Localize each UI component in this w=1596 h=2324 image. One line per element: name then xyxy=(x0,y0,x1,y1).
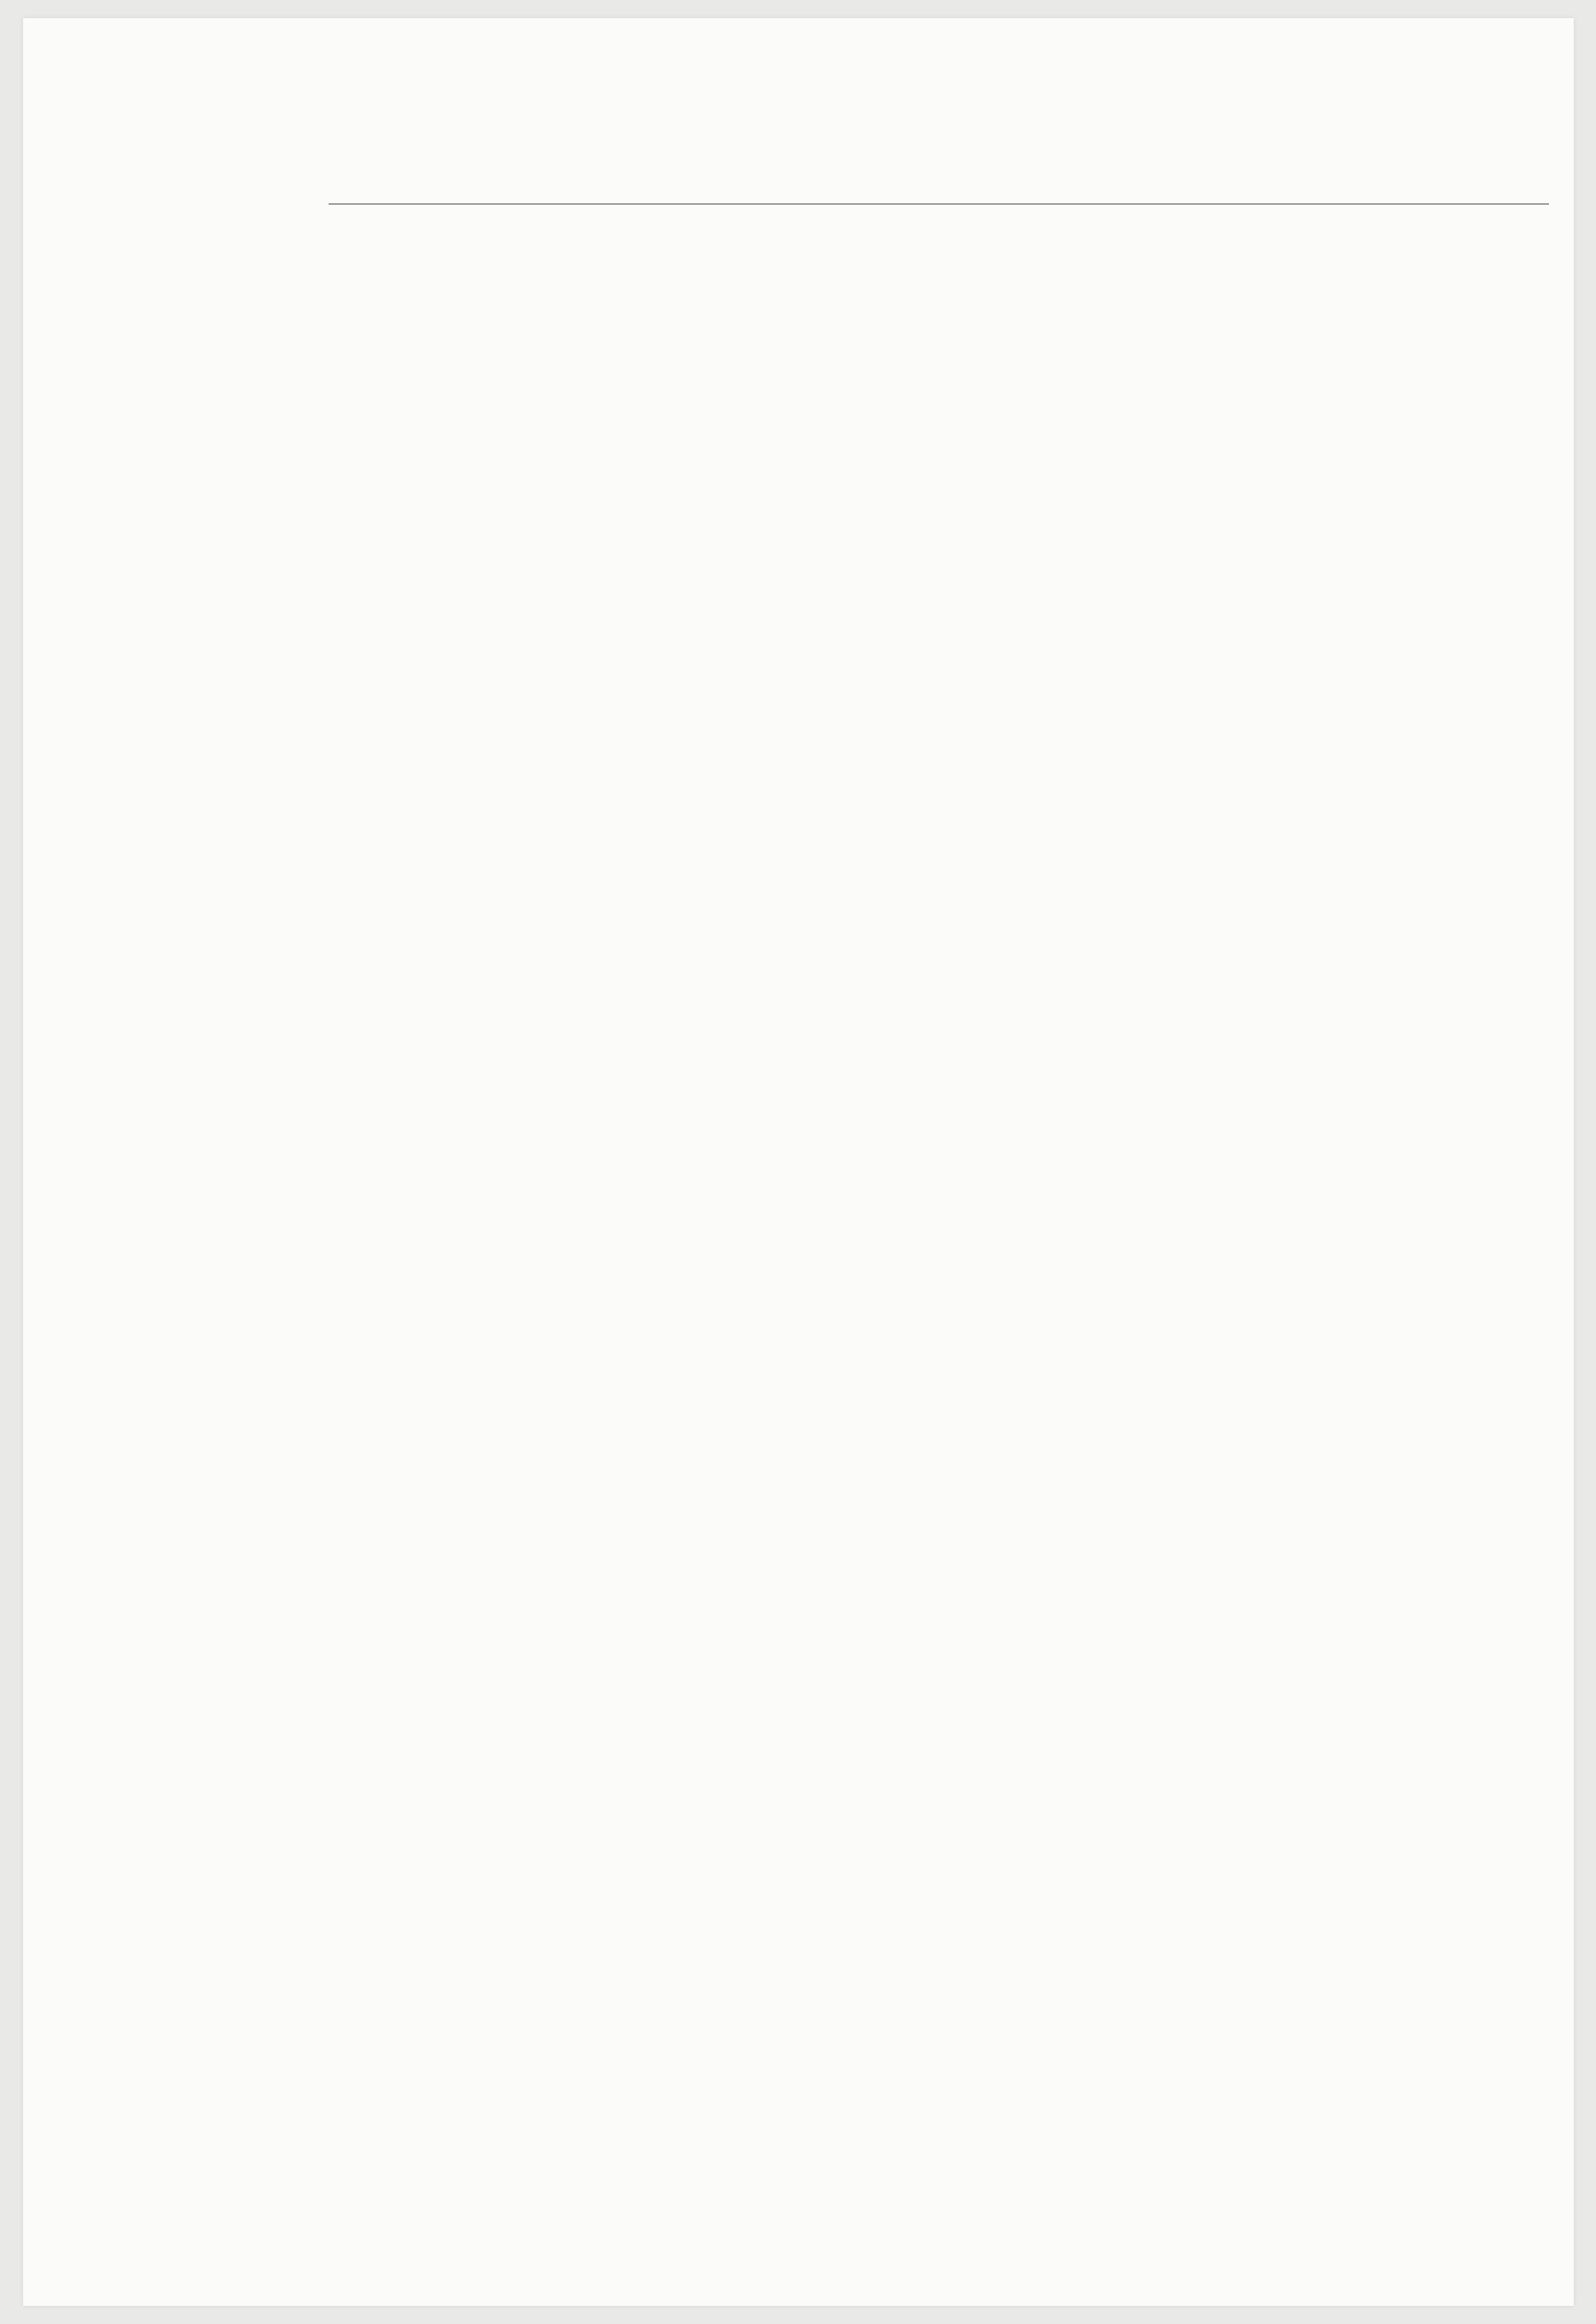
document-page xyxy=(23,18,1574,2306)
header-divider xyxy=(329,203,1549,205)
